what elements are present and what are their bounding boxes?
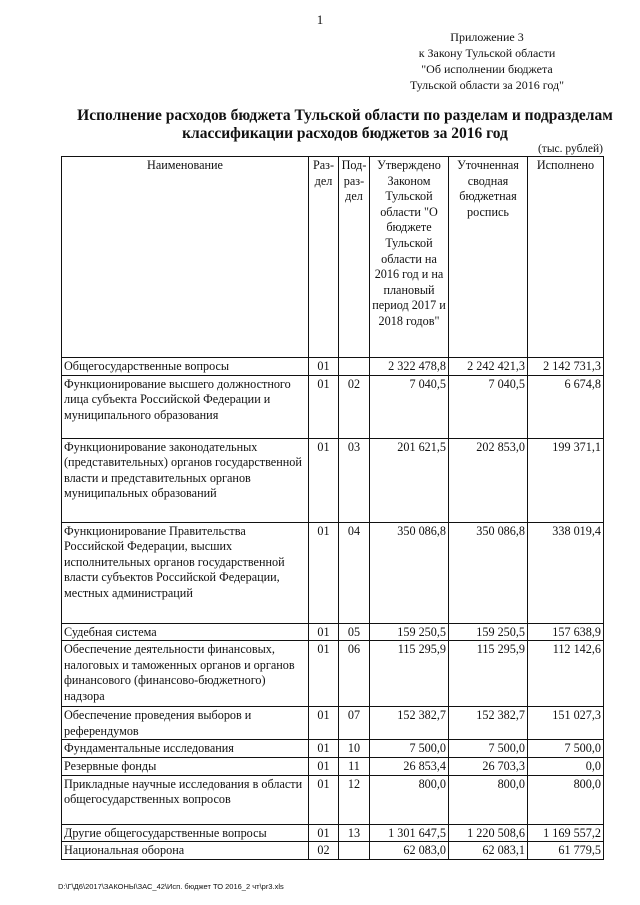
table-row: [62, 824, 604, 842]
header-section: Раз-дел: [309, 157, 339, 358]
row-refined: 115 295,9: [449, 641, 528, 707]
row-subsection: [339, 842, 370, 860]
row-name: Функционирование высшего должностного лица субъекта Российской Федерации и муниципального образования: [62, 375, 309, 438]
row-subsection: 13: [339, 824, 370, 842]
row-executed: 157 638,9: [528, 623, 604, 641]
row-refined: 350 086,8: [449, 522, 528, 623]
row-section: 01: [309, 375, 339, 438]
row-executed: 800,0: [528, 775, 604, 824]
appendix-line: "Об исполнении бюджета: [421, 62, 553, 76]
row-name: Функционирование законодательных (представительных) органов государственной власти и представительных органов муниципальных образований: [62, 438, 309, 522]
row-approved: 152 382,7: [370, 707, 449, 740]
row-executed: 112 142,6: [528, 641, 604, 707]
row-executed: 6 674,8: [528, 375, 604, 438]
appendix-line: Приложение 3: [450, 30, 524, 44]
row-approved: 2 322 478,8: [370, 358, 449, 376]
row-approved: 26 853,4: [370, 757, 449, 775]
row-executed: 2 142 731,3: [528, 358, 604, 376]
row-refined: 800,0: [449, 775, 528, 824]
table-row: [62, 707, 604, 740]
row-approved: 7 500,0: [370, 740, 449, 758]
row-refined: 1 220 508,6: [449, 824, 528, 842]
row-subsection: 05: [339, 623, 370, 641]
row-name: Прикладные научные исследования в области общегосударственных вопросов: [62, 775, 309, 824]
row-subsection: 06: [339, 641, 370, 707]
row-subsection: 10: [339, 740, 370, 758]
row-name: Национальная оборона: [62, 842, 309, 860]
table-row: [62, 641, 604, 707]
table-row: [62, 842, 604, 860]
row-executed: 338 019,4: [528, 522, 604, 623]
row-subsection: 03: [339, 438, 370, 522]
table-row: [62, 358, 604, 376]
row-subsection: 11: [339, 757, 370, 775]
header-executed: Исполнено: [528, 157, 604, 358]
page-number: 1: [316, 12, 324, 27]
row-approved: 115 295,9: [370, 641, 449, 707]
table-row: [62, 775, 604, 824]
title-line: классификации расходов бюджетов за 2016 год: [182, 125, 508, 142]
row-refined: 26 703,3: [449, 757, 528, 775]
row-subsection: 12: [339, 775, 370, 824]
row-approved: 7 040,5: [370, 375, 449, 438]
row-refined: 7 040,5: [449, 375, 528, 438]
row-executed: 61 779,5: [528, 842, 604, 860]
row-name: Другие общегосударственные вопросы: [62, 824, 309, 842]
header-subsection: Под-раз-дел: [339, 157, 370, 358]
appendix-line: к Закону Тульской области: [418, 46, 556, 60]
row-approved: 159 250,5: [370, 623, 449, 641]
row-executed: 199 371,1: [528, 438, 604, 522]
header-row: [62, 157, 604, 358]
row-refined: 7 500,0: [449, 740, 528, 758]
table-row: [62, 740, 604, 758]
row-executed: 1 169 557,2: [528, 824, 604, 842]
row-section: 01: [309, 740, 339, 758]
row-refined: 2 242 421,3: [449, 358, 528, 376]
row-section: 01: [309, 775, 339, 824]
row-section: 01: [309, 707, 339, 740]
row-executed: 7 500,0: [528, 740, 604, 758]
header-refined: Уточненная сводная бюджетная роспись: [449, 157, 528, 358]
row-name: Обеспечение деятельности финансовых, налоговых и таможенных органов и органов финансового (финансово-бюджетного) надзора: [62, 641, 309, 707]
header-name: Наименование: [62, 157, 309, 358]
appendix-line: Тульской области за 2016 год": [409, 78, 565, 92]
row-subsection: 07: [339, 707, 370, 740]
row-refined: 202 853,0: [449, 438, 528, 522]
row-section: 01: [309, 757, 339, 775]
table-row: [62, 757, 604, 775]
row-name: Функционирование Правительства Российской Федерации, высших исполнительных органов государственной власти субъектов Российской Федерации, местных администраций: [62, 522, 309, 623]
row-section: 02: [309, 842, 339, 860]
row-approved: 350 086,8: [370, 522, 449, 623]
row-refined: 152 382,7: [449, 707, 528, 740]
appendix-block: [400, 29, 574, 93]
budget-table: [61, 156, 604, 860]
row-section: 01: [309, 824, 339, 842]
table-row: [62, 623, 604, 641]
row-executed: 0,0: [528, 757, 604, 775]
row-section: 01: [309, 623, 339, 641]
row-section: 01: [309, 358, 339, 376]
row-name: Общегосударственные вопросы: [62, 358, 309, 376]
file-path-footer: D:\Г\Д6\2017\ЗАКОНЫ\ЗАС_42\Исп. бюджет ТО 2016_2 чт\pr3.xls: [58, 882, 284, 891]
row-section: 01: [309, 641, 339, 707]
row-name: Фундаментальные исследования: [62, 740, 309, 758]
unit-label: (тыс. рублей): [537, 143, 603, 155]
title-line: Исполнение расходов бюджета Тульской области по разделам и подразделам: [77, 107, 613, 124]
row-subsection: [339, 358, 370, 376]
table-row: [62, 438, 604, 522]
row-approved: 201 621,5: [370, 438, 449, 522]
row-approved: 62 083,0: [370, 842, 449, 860]
row-subsection: 02: [339, 375, 370, 438]
header-approved: Утверждено Законом Тульской области "О бюджете Тульской области на 2016 год и на плановый период 2017 и 2018 годов": [370, 157, 449, 358]
row-approved: 800,0: [370, 775, 449, 824]
row-approved: 1 301 647,5: [370, 824, 449, 842]
row-section: 01: [309, 522, 339, 623]
table-row: [62, 522, 604, 623]
row-name: Резервные фонды: [62, 757, 309, 775]
document-title: [40, 107, 640, 143]
row-subsection: 04: [339, 522, 370, 623]
row-executed: 151 027,3: [528, 707, 604, 740]
row-name: Обеспечение проведения выборов и референдумов: [62, 707, 309, 740]
row-refined: 62 083,1: [449, 842, 528, 860]
table-row: [62, 375, 604, 438]
row-section: 01: [309, 438, 339, 522]
row-refined: 159 250,5: [449, 623, 528, 641]
row-name: Судебная система: [62, 623, 309, 641]
